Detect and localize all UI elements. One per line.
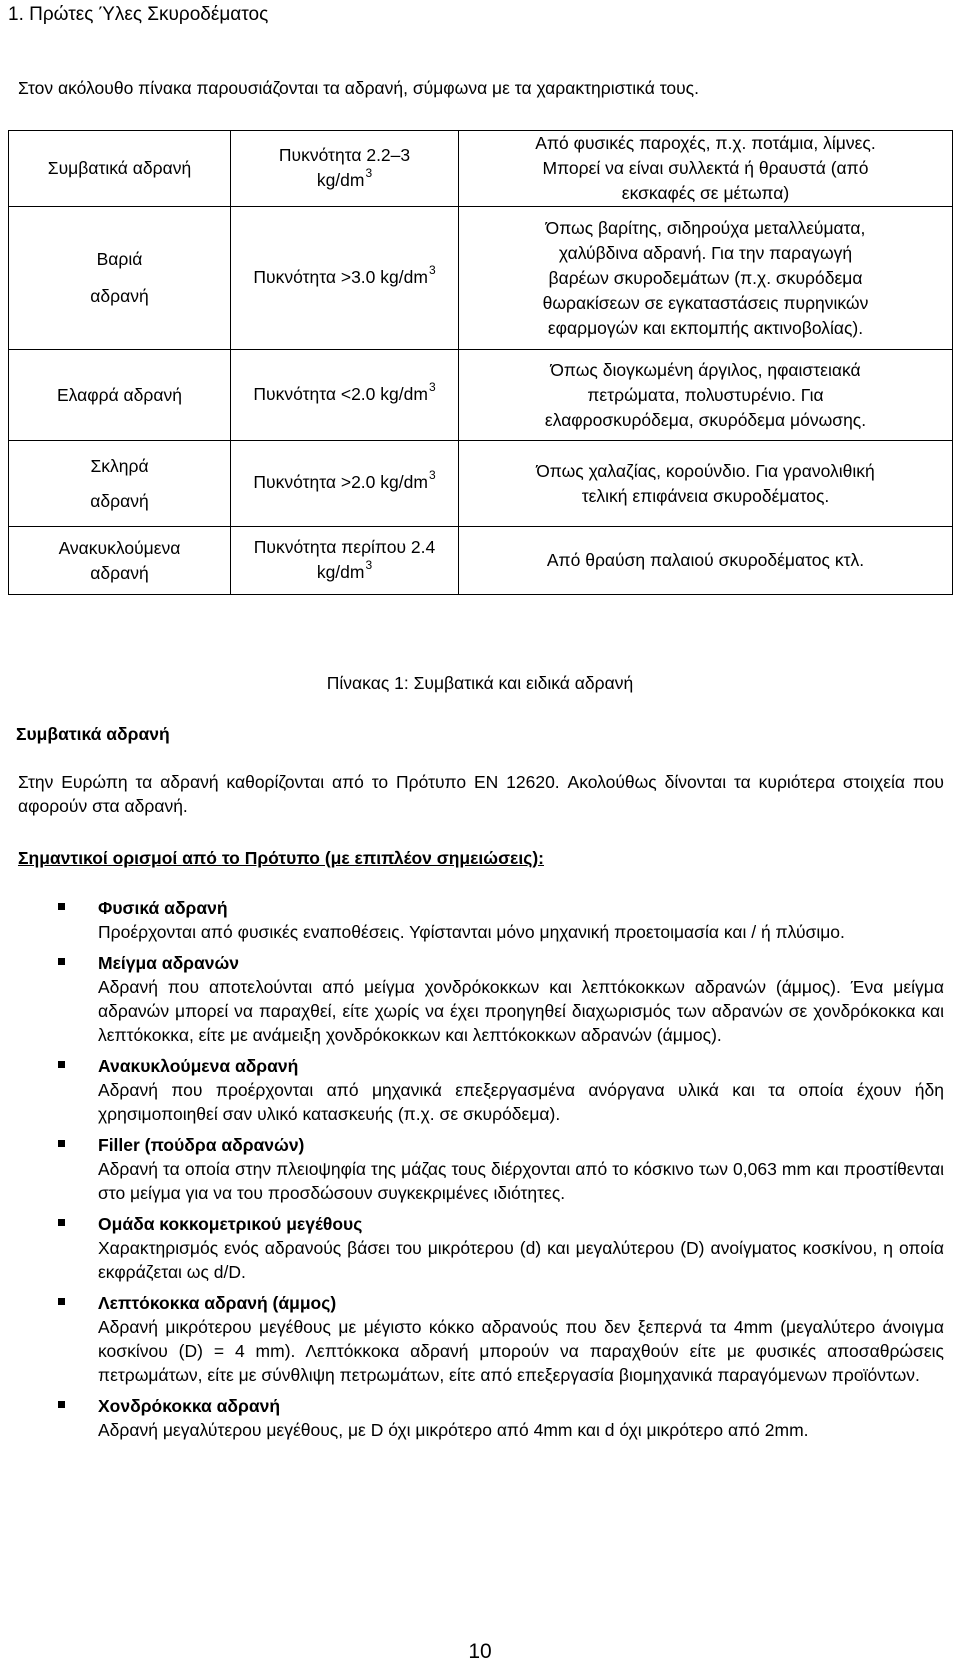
description-cell [459, 527, 953, 595]
definitions-heading: Σημαντικοί ορισμοί από το Πρότυπο (με επιπλέον σημειώσεις): [18, 848, 544, 868]
description-line: Όπως χαλαζίας, κορούνδιο. Για γρανολιθική [536, 460, 875, 481]
aggregate-type: Ανακυκλούμενα [58, 537, 181, 558]
density-cell [231, 131, 459, 207]
description-cell [459, 131, 953, 207]
aggregate-type: Σκληρά [90, 455, 149, 476]
definition-text: Αδρανή τα οποία στην πλειοψηφία της μάζας τους διέρχονται από το κόσκινο των 0,063 mm και προστίθενται στο μείγμα για να του προσδώσουν συγκεκριμένες ιδιότητες. [98, 1159, 944, 1203]
description-line: χαλύβδινα αδρανή. Για την παραγωγή [558, 242, 853, 263]
table-row [9, 131, 953, 207]
definition-term: Ομάδα κοκκομετρικού μεγέθους [98, 1214, 363, 1234]
bullet-icon [58, 1219, 65, 1226]
definition-term: Φυσικά αδρανή [98, 898, 228, 918]
list-item [0, 1394, 960, 1442]
definition-term: Ανακυκλούμενα αδρανή [98, 1056, 299, 1076]
aggregate-type-cell [9, 527, 231, 595]
subsection-title: Συμβατικά αδρανή [16, 724, 170, 744]
definitions-list [0, 896, 960, 1449]
bullet-icon [58, 1061, 65, 1068]
table-row [9, 527, 953, 595]
table-row [9, 207, 953, 350]
description-line: τελική επιφάνεια σκυροδέματος. [581, 485, 830, 506]
density-cell [231, 350, 459, 441]
definition-text: Αδρανή μικρότερου μεγέθους με μέγιστο κόκκο αδρανούς που δεν ξεπερνά τα 4mm (μεγαλύτερο άνοιγμα κοσκίνου (D) = 4 mm). Λεπτόκκοκα αδρανή μπορούν να παραχθούν είτε με φυσικές αποσαθρώσεις πετρωμάτων, είτε με σύνθλιψη πετρωμάτων, είτε από επεξεργασία βιομηχανικά παραγόμενων προϊόντων. [98, 1317, 944, 1385]
bullet-icon [58, 903, 65, 910]
description-line: Όπως βαρίτης, σιδηρούχα μεταλλεύματα, [545, 217, 866, 238]
density-exponent: 3 [365, 557, 373, 572]
description-cell [459, 207, 953, 350]
definition-term: Μείγμα αδρανών [98, 953, 240, 973]
list-item [0, 1133, 960, 1205]
aggregate-type: Ελαφρά αδρανή [57, 384, 182, 405]
description-line: ελαφροσκυρόδεμα, σκυρόδεμα μόνωσης. [544, 409, 867, 430]
table-caption: Πίνακας 1: Συμβατικά και ειδικά αδρανή [326, 673, 634, 693]
definition-term: Λεπτόκοκκα αδρανή (άμμος) [98, 1293, 337, 1313]
page-number: 10 [468, 1640, 492, 1663]
paragraph: Στην Ευρώπη τα αδρανή καθορίζονται από το Πρότυπο EN 12620. Ακολούθως δίνονται τα κυριότερα στοιχεία που αφορούν στα αδρανή. [18, 772, 944, 816]
description-line: Όπως διογκωμένη άργιλος, ηφαιστειακά [550, 359, 861, 380]
list-item [0, 896, 960, 944]
description-line: εφαρμογών και εκπομπής ακτινοβολίας). [547, 317, 864, 338]
aggregate-type: Συμβατικά αδρανή [47, 158, 192, 178]
density-cell [231, 441, 459, 527]
density-exponent: 3 [365, 165, 373, 180]
list-item [0, 1291, 960, 1387]
description-line: πετρώματα, πολυστυρένιο. Για [587, 384, 824, 405]
definition-text: Χαρακτηρισμός ενός αδρανούς βάσει του μικρότερου (d) και μεγαλύτερου (D) ανοίγματος κοσκίνου, η οποία εκφράζεται ως d/D. [98, 1238, 944, 1282]
definition-text: Αδρανή που προέρχονται από μηχανικά επεξεργασμένα ανόργανα υλικά και τα οποία έχουν ήδη χρησιμοποιηθεί σαν υλικό κατασκευής (π.χ. σε σκυρόδεμα). [98, 1080, 944, 1124]
bullet-icon [58, 1298, 65, 1305]
bullet-icon [58, 1140, 65, 1147]
density-unit: kg/dm [316, 561, 365, 582]
description-line: εκσκαφές σε μέτωπα) [621, 183, 790, 203]
description-line: βαρέων σκυροδεμάτων (π.χ. σκυρόδεμα [548, 267, 863, 288]
description-cell [459, 441, 953, 527]
description-cell [459, 350, 953, 441]
description-line: Από θραύση παλαιού σκυροδέματος κτλ. [546, 550, 865, 570]
intro-text: Στον ακόλουθο πίνακα παρουσιάζονται τα αδρανή, σύμφωνα με τα χαρακτηριστικά τους. [18, 78, 699, 98]
density-line: Πυκνότητα περίπου 2.4 [253, 536, 436, 557]
table-row [9, 441, 953, 527]
definition-term: Χονδρόκοκκα αδρανή [98, 1396, 281, 1416]
section-heading: 1. Πρώτες Ύλες Σκυροδέματος [8, 4, 269, 25]
density-unit: kg/dm [316, 169, 365, 190]
description-line: Μπορεί να είναι συλλεκτά ή θραυστά (από [542, 158, 869, 178]
aggregates-table [8, 130, 953, 595]
density-cell [231, 207, 459, 350]
aggregate-type-cont: αδρανή [90, 286, 149, 306]
list-item [0, 1212, 960, 1284]
density-cell [231, 527, 459, 595]
table-row [9, 350, 953, 441]
density-line: Πυκνότητα >3.0 kg/dm [253, 266, 428, 287]
aggregate-type-cont: αδρανή [90, 490, 149, 511]
definition-text: Αδρανή που αποτελούνται από μείγμα χονδρόκοκκων και λεπτόκοκκων αδρανών (άμμος). Ένα μείγμα αδρανών μπορεί να παραχθεί, είτε χωρίς να έχει προηγηθεί διαχωρισμός των αδρανών σε χονδρόκοκκα και λεπτόκοκκα, είτε με ανάμειξη χονδρόκοκκων και λεπτόκοκκων αδρανών (άμμος). [98, 977, 944, 1045]
aggregate-type-cell [9, 131, 231, 207]
density-line: Πυκνότητα <2.0 kg/dm [253, 383, 428, 404]
density-line: Πυκνότητα >2.0 kg/dm [253, 472, 428, 492]
list-item [0, 1054, 960, 1126]
aggregate-type-cell [9, 441, 231, 527]
definition-text: Αδρανή μεγαλύτερου μεγέθους, με D όχι μικρότερο από 4mm και d όχι μικρότερο από 2mm. [98, 1420, 809, 1440]
density-exponent: 3 [428, 262, 436, 277]
density-line: Πυκνότητα 2.2–3 [278, 144, 411, 165]
density-exponent: 3 [428, 468, 436, 482]
bullet-icon [58, 958, 65, 965]
definition-text: Προέρχονται από φυσικές εναποθέσεις. Υφίστανται μόνο μηχανική προετοιμασία και / ή πλύσιμο. [98, 922, 845, 942]
density-exponent: 3 [428, 379, 436, 394]
definition-term: Filler (πούδρα αδρανών) [98, 1135, 305, 1155]
bullet-icon [58, 1401, 65, 1408]
aggregate-type: Βαριά [96, 249, 143, 269]
description-line: θωρακίσεων σε εγκαταστάσεις πυρηνικών [542, 292, 869, 313]
aggregate-type-cell [9, 207, 231, 350]
list-item [0, 951, 960, 1047]
description-line: Από φυσικές παροχές, π.χ. ποτάμια, λίμνες. [535, 133, 876, 153]
aggregate-type-cell [9, 350, 231, 441]
aggregate-type-cont: αδρανή [90, 562, 149, 583]
